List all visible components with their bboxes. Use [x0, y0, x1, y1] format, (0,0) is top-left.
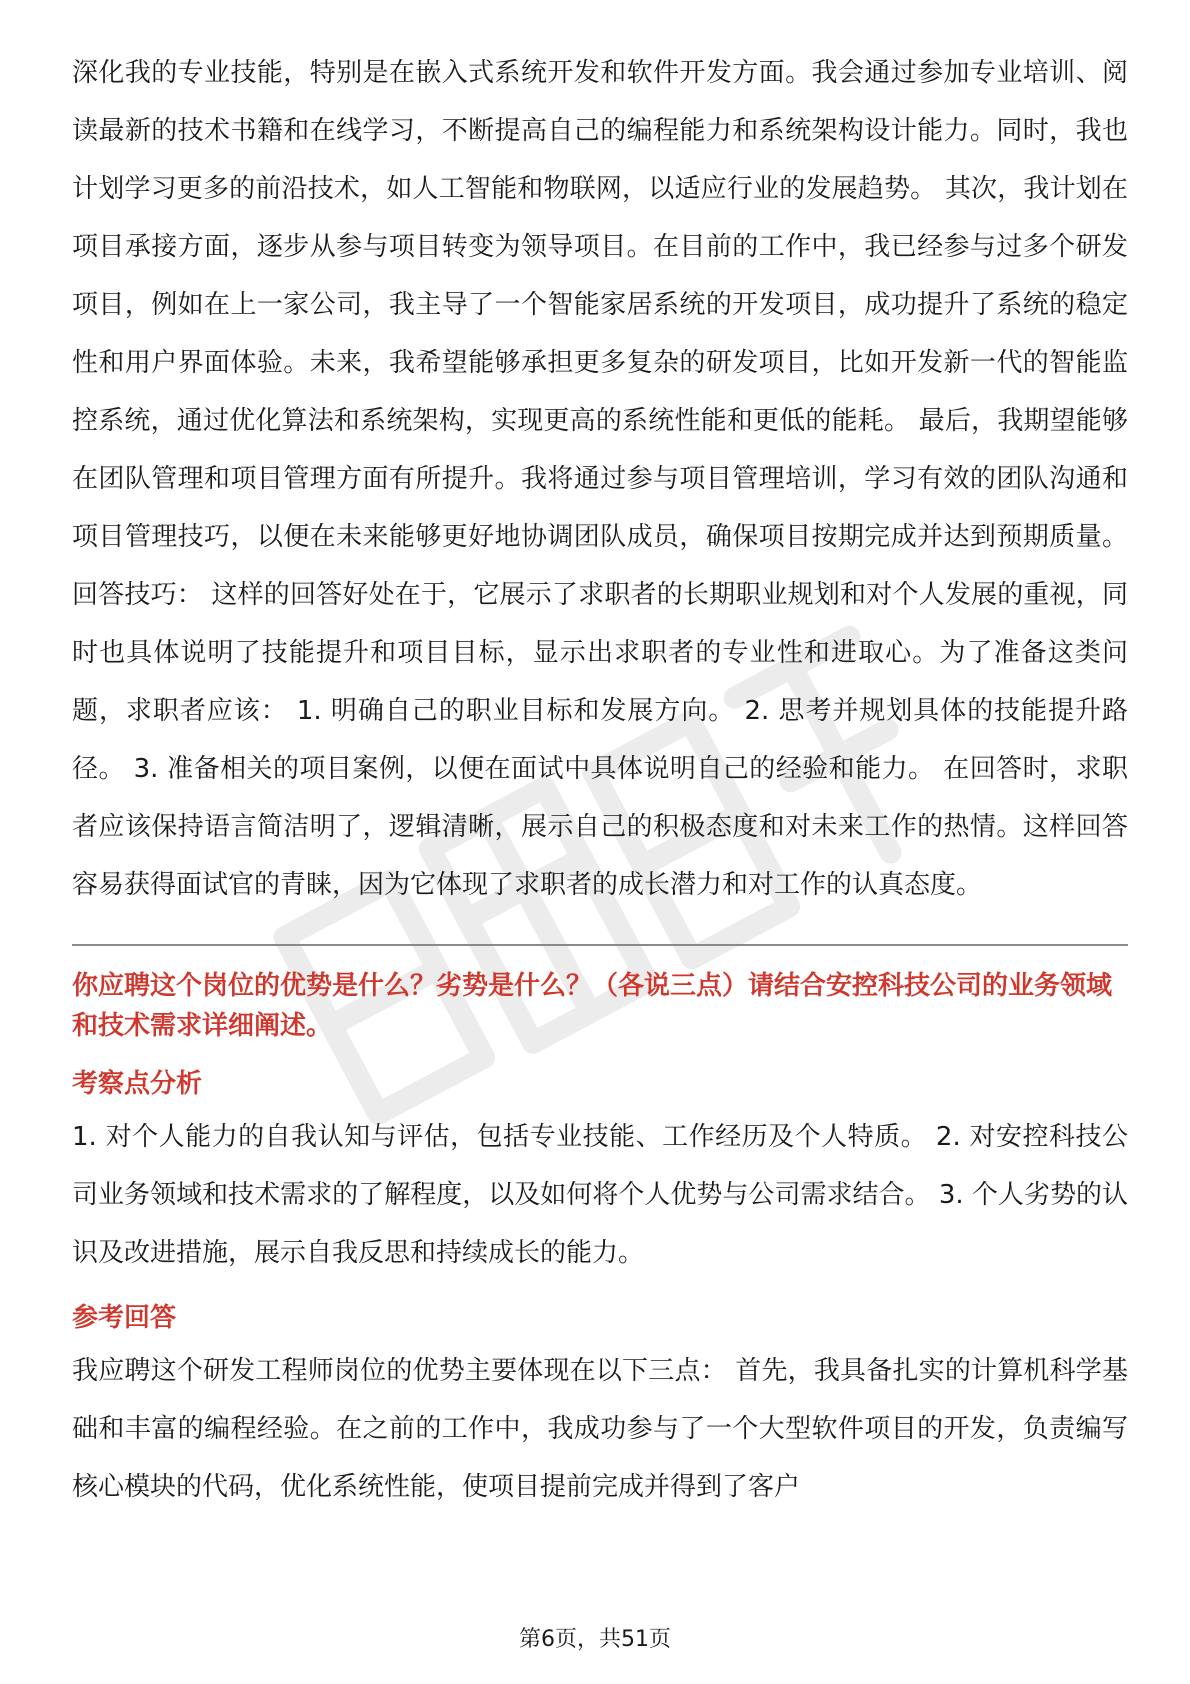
main-content: [72, 44, 1128, 1516]
analysis-heading: 考察点分析: [72, 1069, 203, 1099]
section-divider: [72, 944, 1128, 946]
reference-text: 我应聘这个研发工程师岗位的优势主要体现在以下三点： 首先，我具备扎实的计算机科学基础和丰富的编程经验。在之前的工作中，我成功参与了一个大型软件项目的开发，负责编写核心模块的代码，优化系统性能，使项目提前完成并得到了客户: [72, 1356, 1128, 1502]
reference-heading: 参考回答: [72, 1303, 177, 1333]
page-number: 第6页，共51页: [519, 1627, 671, 1652]
intro-paragraph: 深化我的专业技能，特别是在嵌入式系统开发和软件开发方面。我会通过参加专业培训、阅读最新的技术书籍和在线学习，不断提高自己的编程能力和系统架构设计能力。同时，我也计划学习更多的前沿技术，如人工智能和物联网，以适应行业的发展趋势。 其次，我计划在项目承接方面，逐步从参与项目转变为领导项目。在目前的工作中，我已经参与过多个研发项目，例如在上一家公司，我主导了一个智能家居系统的开发项目，成功提升了系统的稳定性和用户界面体验。未来，我希望能够承担更多复杂的研发项目，比如开发新一代的智能监控系统，通过优化算法和系统架构，实现更高的系统性能和更低的能耗。 最后，我期望能够在团队管理和项目管理方面有所提升。我将通过参与项目管理培训，学习有效的团队沟通和项目管理技巧，以便在未来能够更好地协调团队成员，确保项目按期完成并达到预期质量。 回答技巧： 这样的回答好处在于，它展示了求职者的长期职业规划和对个人发展的重视，同时也具体说明了技能提升和项目目标，显示出求职者的专业性和进取心。为了准备这类问题，求职者应该： 1. 明确自己的职业目标和发展方向。 2. 思考并规划具体的技能提升路径。 3. 准备相关的项目案例，以便在面试中具体说明自己的经验和能力。 在回答时，求职者应该保持语言简洁明了，逻辑清晰，展示自己的积极态度和对未来工作的热情。这样回答容易获得面试官的青睐，因为它体现了求职者的成长潜力和对工作的认真态度。: [72, 58, 1128, 900]
spacer: [72, 1282, 1128, 1298]
question-title: 你应聘这个岗位的优势是什么？劣势是什么？（各说三点）请结合安控科技公司的业务领域和技术需求详细阐述。: [72, 971, 1113, 1041]
analysis-text: 1. 对个人能力的自我认知与评估，包括专业技能、工作经历及个人特质。 2. 对安控科技公司业务领域和技术需求的了解程度，以及如何将个人优势与公司需求结合。 3. 个人劣势的认识及改进措施，展示自我反思和持续成长的能力。: [72, 1122, 1128, 1268]
